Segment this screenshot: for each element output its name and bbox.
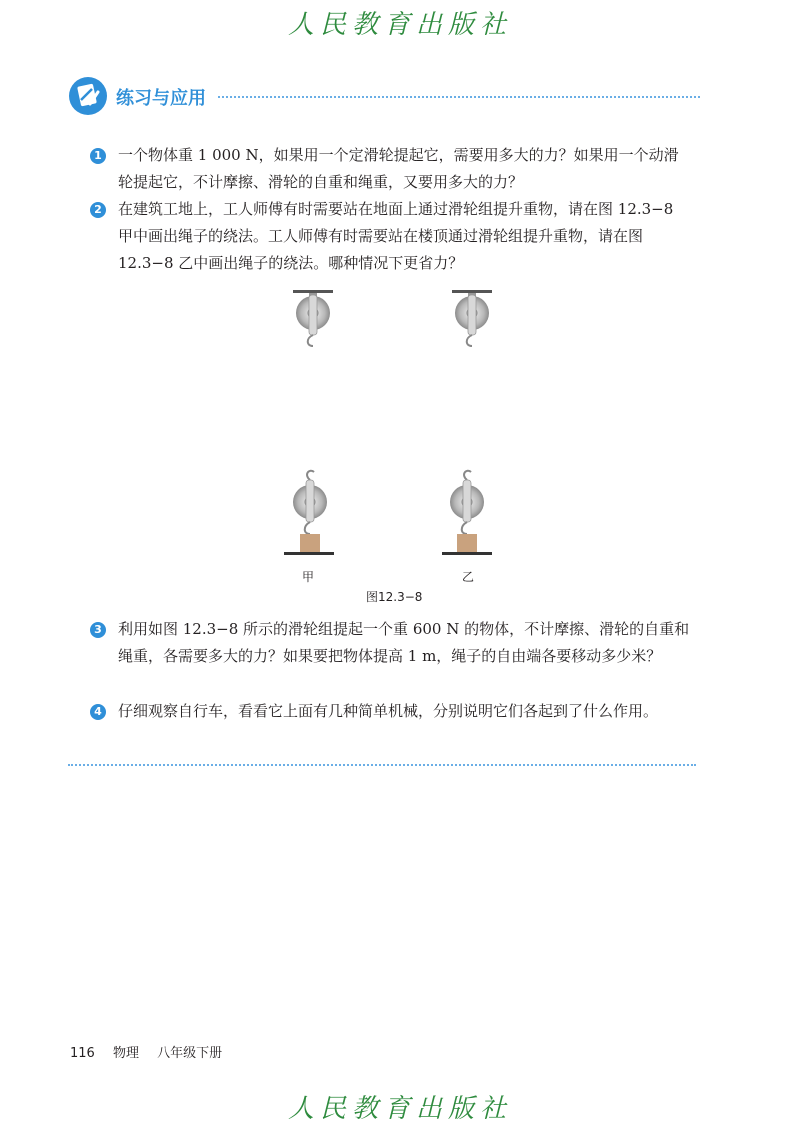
header-divider	[218, 96, 700, 98]
section-title: 练习与应用	[116, 88, 206, 109]
question-number-badge: 4	[90, 704, 106, 720]
question-1	[90, 142, 690, 196]
fixed-pulley-right	[452, 290, 492, 346]
question-text: 一个物体重 1 000 N，如果用一个定滑轮提起它，需要用多大的力？如果用一个动滑轮提起它，不计摩擦、滑轮的自重和绳重，又要用多大的力？	[118, 146, 679, 191]
page-number: 116	[70, 1046, 95, 1061]
footer-subject: 物理	[112, 1046, 139, 1061]
practice-icon	[68, 76, 108, 116]
figure-label-right: 乙	[462, 570, 475, 584]
publisher-logo-top: 人民教育出版社	[287, 10, 512, 40]
question-2	[90, 196, 690, 277]
publisher-logo-bottom: 人民教育出版社	[287, 1094, 512, 1124]
question-text: 仔细观察自行车，看看它上面有几种简单机械，分别说明它们各起到了什么作用。	[118, 702, 659, 720]
footer-grade: 八年级下册	[157, 1046, 223, 1061]
page-footer	[70, 1042, 236, 1061]
question-4	[90, 698, 690, 725]
figure-caption: 图12.3−8	[366, 590, 423, 604]
fixed-pulley-left	[293, 290, 333, 346]
question-number-badge: 2	[90, 202, 106, 218]
pulley-figure	[0, 280, 800, 610]
section-bottom-divider	[68, 764, 696, 766]
section-header	[68, 76, 700, 116]
pulley-diagram	[0, 280, 800, 610]
question-number-badge: 1	[90, 148, 106, 164]
figure-label-left: 甲	[302, 570, 315, 584]
question-text: 在建筑工地上，工人师傅有时需要站在地面上通过滑轮组提升重物，请在图 12.3−8 甲中画出绳子的绕法。工人师傅有时需要站在楼顶通过滑轮组提升重物，请在图 12.3−8 乙中画出绳子的绕法。哪种情况下更省力？	[118, 200, 674, 272]
movable-pulley-left	[284, 471, 334, 555]
question-text: 利用如图 12.3−8 所示的滑轮组提起一个重 600 N 的物体，不计摩擦、滑轮的自重和绳重，各需要多大的力？如果要把物体提高 1 m，绳子的自由端各要移动多少米？	[118, 620, 690, 665]
question-number-badge: 3	[90, 622, 106, 638]
movable-pulley-right	[442, 471, 492, 555]
question-3	[90, 616, 690, 670]
